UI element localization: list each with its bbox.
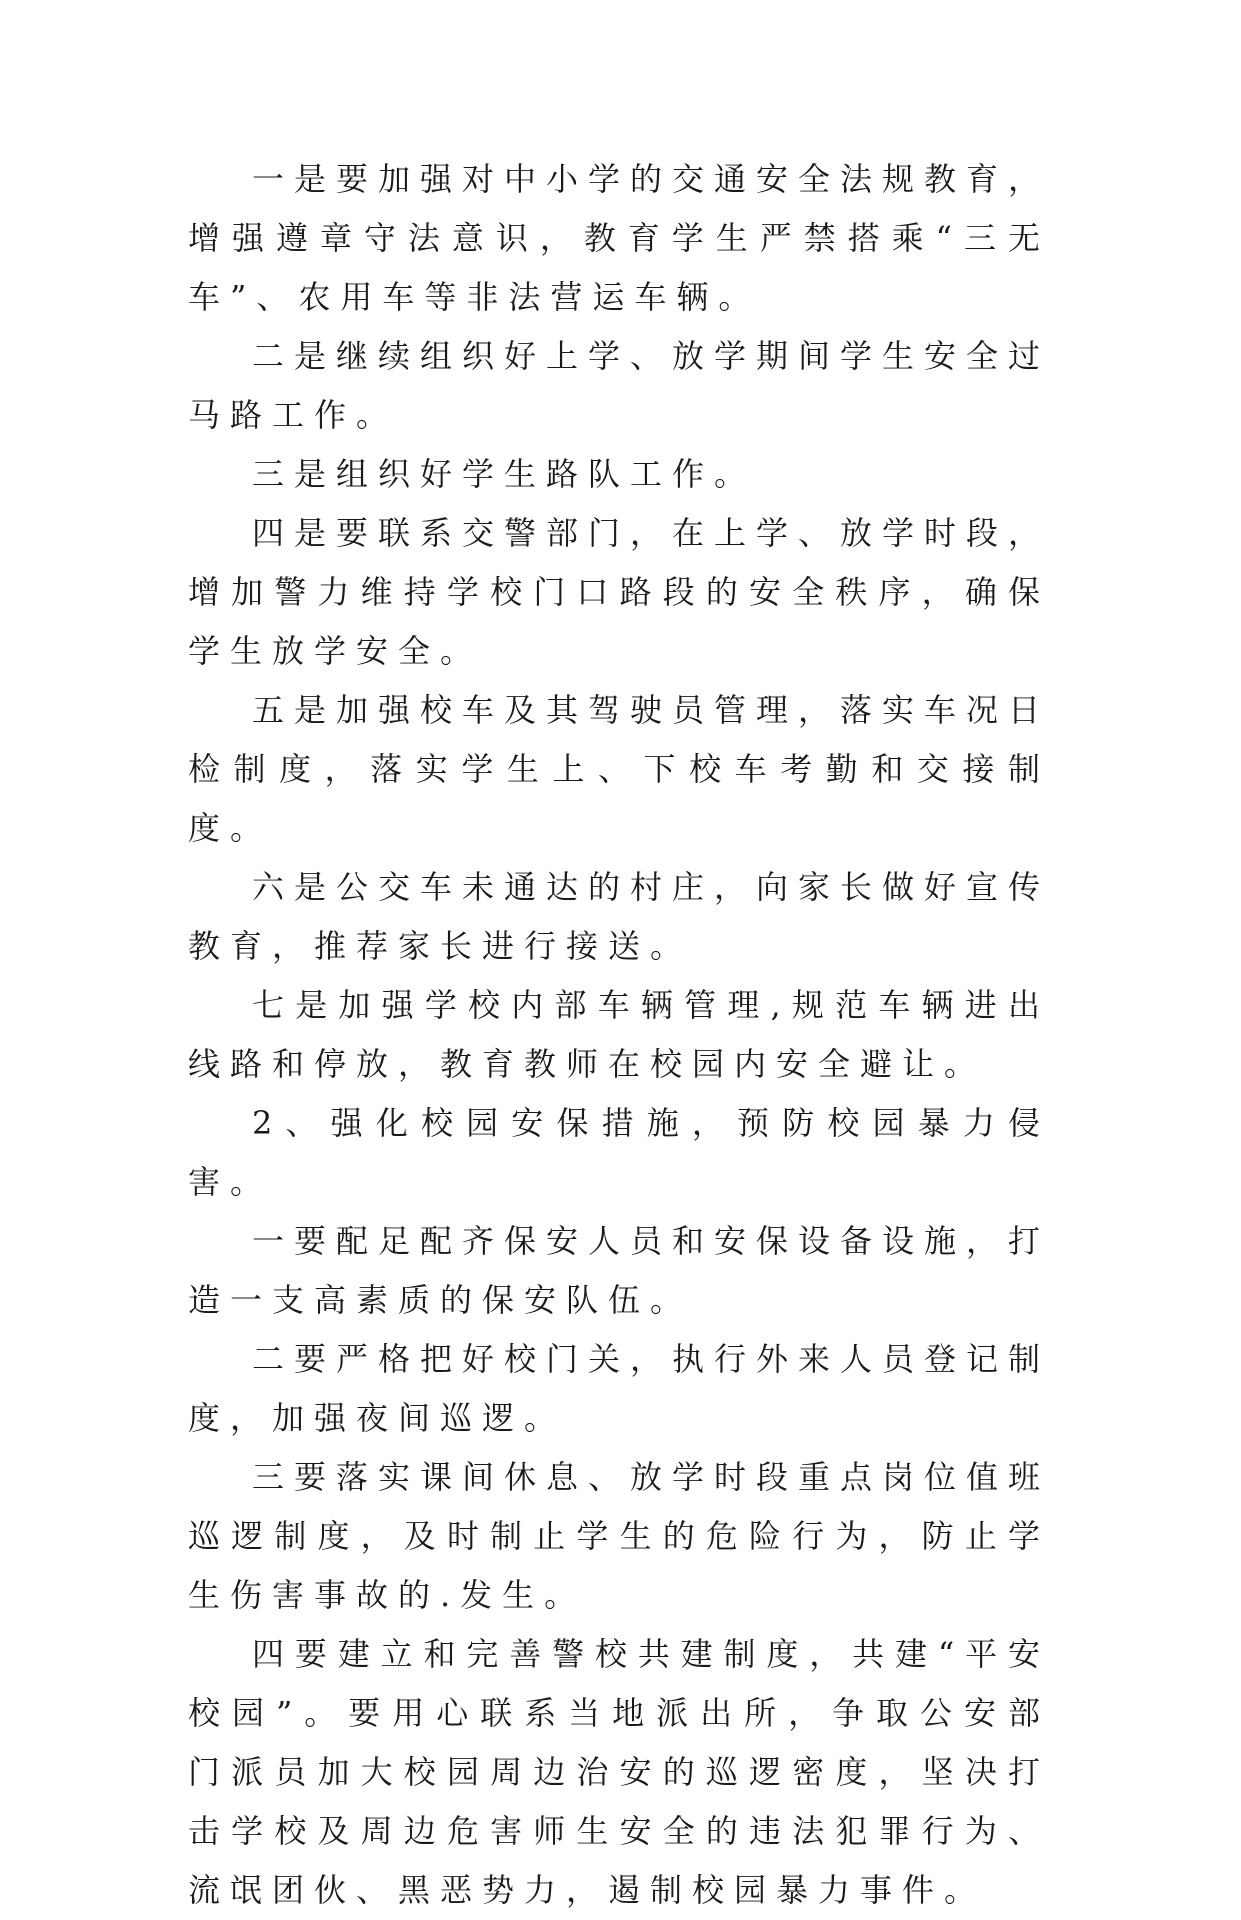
paragraph: 三要落实课间休息、放学时段重点岗位值班巡逻制度，及时制止学生的危险行为，防止学生伤害事故的.发生。 — [188, 1458, 1051, 1614]
paragraph: 四是要联系交警部门，在上学、放学时段，增加警力维持学校门口路段的安全秩序，确保学生放学安全。 — [188, 514, 1051, 670]
paragraph: 五是加强校车及其驾驶员管理，落实车况日检制度，落实学生上、下校车考勤和交接制度。 — [188, 691, 1051, 847]
paragraph: 一是要加强对中小学的交通安全法规教育，增强遵章守法意识，教育学生严禁搭乘“三无车”、农用车等非法营运车辆。 — [188, 160, 1051, 316]
paragraph: 四要建立和完善警校共建制度，共建“平安校园”。要用心联系当地派出所，争取公安部门派员加大校园周边治安的巡逻密度，坚决打击学校及周边危害师生安全的违法犯罪行为、流氓团伙、黑恶势力，遏制校园暴力事件。 — [188, 1635, 1050, 1909]
paragraph: 二是继续组织好上学、放学期间学生安全过马路工作。 — [188, 337, 1051, 434]
paragraph: 六是公交车未通达的村庄，向家长做好宣传教育，推荐家长进行接送。 — [188, 868, 1051, 965]
paragraph: 二要严格把好校门关，执行外来人员登记制度，加强夜间巡逻。 — [188, 1340, 1051, 1437]
paragraph: 三是组织好学生路队工作。 — [252, 455, 757, 493]
paragraph: 一要配足配齐保安人员和安保设备设施，打造一支高素质的保安队伍。 — [188, 1222, 1051, 1319]
section-heading: 2、强化校园安保措施，预防校园暴力侵害。 — [188, 1104, 1050, 1201]
paragraph: 七是加强学校内部车辆管理,规范车辆进出线路和停放，教育教师在校园内安全避让。 — [188, 986, 1050, 1083]
document-page — [188, 150, 1050, 1920]
